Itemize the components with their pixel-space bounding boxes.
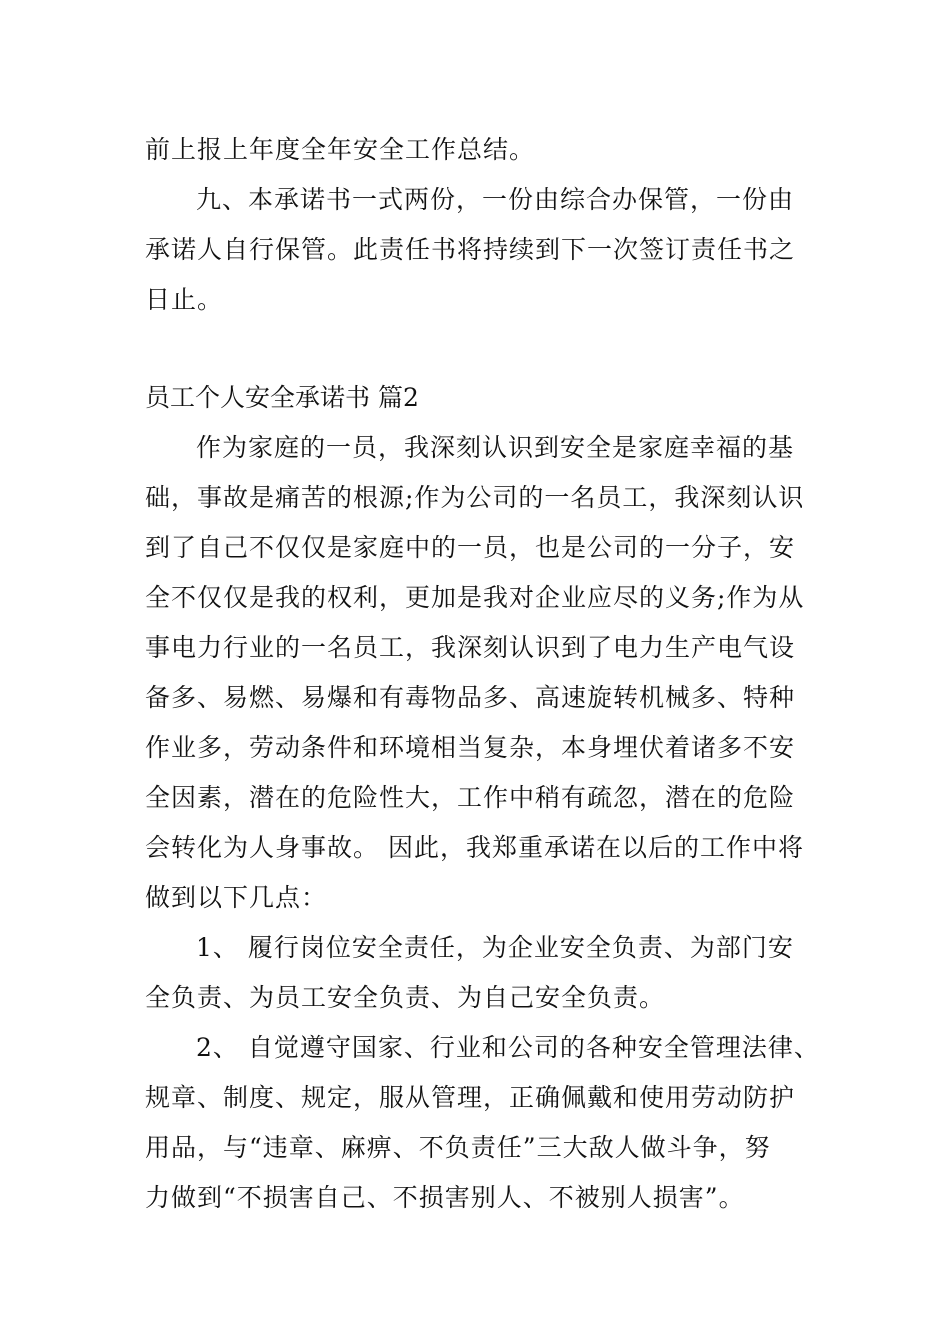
list-item-line: 用品，与“违章、麻痹、不负责任”三大敌人做斗争，努 [145, 1133, 771, 1162]
paragraph-line: 作业多，劳动条件和环境相当复杂，本身埋伏着诸多不安 [145, 733, 796, 762]
section-heading: 员工个人安全承诺书 篇2 [145, 383, 419, 412]
paragraph-line: 全不仅仅是我的权利，更加是我对企业应尽的义务;作为从 [145, 583, 805, 612]
paragraph-line: 到了自己不仅仅是家庭中的一员，也是公司的一分子，安 [145, 533, 796, 562]
list-item-line: 力做到“不损害自己、不损害别人、不被别人损害”。 [145, 1183, 745, 1212]
paragraph-line: 会转化为人身事故。 因此，我郑重承诺在以后的工作中将 [145, 833, 804, 862]
paragraph-line: 全因素，潜在的危险性大，工作中稍有疏忽，潜在的危险 [145, 783, 796, 812]
list-item-line: 全负责、为员工安全负责、为自己安全负责。 [145, 983, 666, 1012]
list-item-line: 规章、制度、规定，服从管理，正确佩戴和使用劳动防护 [145, 1083, 796, 1112]
paragraph-line: 础，事故是痛苦的根源;作为公司的一名员工，我深刻认识 [145, 483, 805, 512]
paragraph-line: 日止。 [145, 285, 224, 314]
paragraph-line: 事电力行业的一名员工，我深刻认识到了电力生产电气设 [145, 633, 796, 662]
paragraph-line: 作为家庭的一员，我深刻认识到安全是家庭幸福的基 [196, 433, 795, 462]
paragraph-line: 备多、易燃、易爆和有毒物品多、高速旋转机械多、特种 [145, 683, 796, 712]
paragraph-line: 前上报上年度全年安全工作总结。 [145, 135, 536, 164]
list-item-line: 2、 自觉遵守国家、行业和公司的各种安全管理法律、 [196, 1033, 820, 1062]
paragraph-line: 做到以下几点： [145, 883, 328, 912]
paragraph-line: 承诺人自行保管。此责任书将持续到下一次签订责任书之 [145, 235, 796, 264]
paragraph-line: 九、本承诺书一式两份，一份由综合办保管，一份由 [196, 185, 795, 214]
list-item-line: 1、 履行岗位安全责任，为企业安全负责、为部门安 [196, 933, 794, 962]
